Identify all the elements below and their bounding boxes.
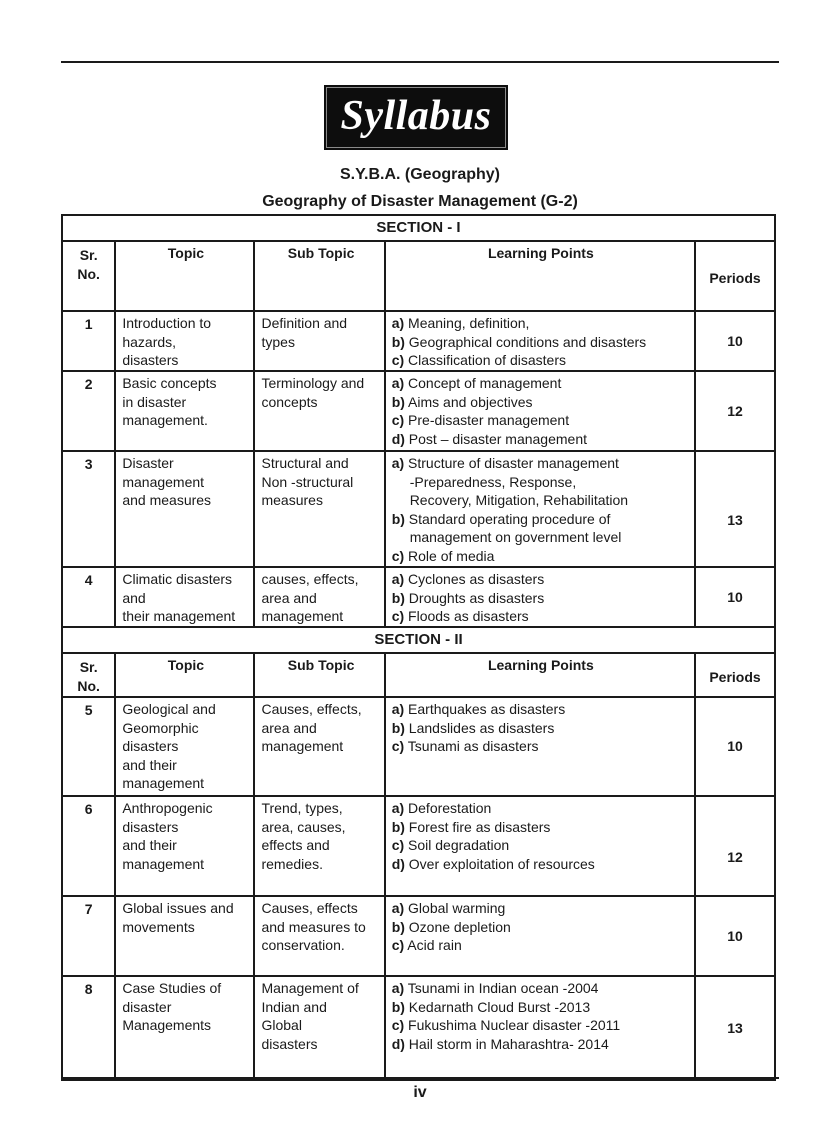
- table-header-row: [62, 653, 775, 697]
- learning-point-label: b): [391, 918, 405, 935]
- learning-point-text: Kedarnath Cloud Burst -2013: [408, 998, 591, 1015]
- learning-points-cell: [385, 451, 695, 567]
- learning-point-label: d): [391, 430, 405, 447]
- sub-topic-line: area, causes,: [261, 818, 346, 835]
- learning-point: Recovery, Mitigation, Rehabilitation: [409, 492, 629, 508]
- sub-topic-line: remedies.: [261, 855, 323, 872]
- sub-topic-line: types: [261, 333, 295, 350]
- sr-no-cell: 3: [62, 451, 115, 567]
- periods-cell: 10: [695, 896, 775, 976]
- learning-point: [392, 589, 690, 608]
- learning-point-label: a): [391, 701, 405, 717]
- learning-point-label: d): [391, 855, 405, 872]
- section-title-row: [62, 627, 775, 653]
- learning-point-text: Deforestation: [408, 800, 492, 816]
- sub-topic-cell: [254, 896, 384, 976]
- learning-point-text: Forest fire as disasters: [408, 818, 551, 835]
- learning-point-text: Meaning, definition,: [408, 315, 530, 331]
- header-learning-points: Learning Points: [385, 653, 695, 697]
- learning-point-text: Global warming: [408, 900, 506, 916]
- learning-point-label: b): [391, 333, 405, 350]
- syllabus-table: [61, 214, 776, 1081]
- sub-topic-cell: [254, 371, 384, 451]
- periods-cell: 12: [695, 796, 775, 896]
- syllabus-title: Syllabus: [340, 93, 492, 139]
- header-topic: Topic: [115, 653, 254, 697]
- course-name: S.Y.B.A. (Geography): [339, 166, 501, 183]
- bottom-rule: [61, 1077, 779, 1079]
- periods-cell: 10: [695, 567, 775, 627]
- learning-point: [392, 333, 690, 352]
- topic-line: management: [122, 855, 205, 872]
- topic-cell: [115, 896, 254, 976]
- table-row: [62, 451, 775, 567]
- learning-point: [392, 936, 690, 955]
- learning-points-cell: [385, 371, 695, 451]
- sub-topic-line: Management of: [261, 980, 359, 996]
- learning-point-text: Aims and objectives: [408, 393, 533, 410]
- learning-point: [392, 607, 690, 626]
- header-sr-no: [62, 653, 115, 697]
- learning-point-label: c): [391, 412, 405, 428]
- table-row: [62, 697, 775, 796]
- topic-line: disasters: [122, 818, 179, 835]
- learning-point-label: a): [391, 900, 405, 916]
- section-title: SECTION - I: [62, 215, 775, 241]
- table-row: [62, 371, 775, 451]
- learning-point-text: Cyclones as disasters: [408, 571, 545, 587]
- topic-line: management.: [122, 412, 208, 428]
- sr-no-cell: 1: [62, 311, 115, 371]
- learning-point-text: Concept of management: [408, 375, 562, 391]
- learning-point: [392, 836, 690, 855]
- learning-point: [392, 547, 690, 566]
- learning-point-text: Soil degradation: [408, 837, 510, 853]
- topic-line: Geological and: [122, 701, 216, 717]
- sr-no-cell: 4: [62, 567, 115, 627]
- learning-point-text: Fukushima Nuclear disaster -2011: [408, 1017, 621, 1033]
- learning-point: [392, 737, 690, 756]
- learning-point: -Preparedness, Response,: [409, 473, 577, 490]
- learning-point: [392, 351, 690, 370]
- learning-point-label: c): [391, 837, 405, 853]
- topic-line: hazards,: [122, 333, 177, 350]
- sr-no-cell: 8: [62, 976, 115, 1080]
- sub-topic-line: disasters: [261, 1035, 318, 1052]
- sr-no-cell: 5: [62, 697, 115, 796]
- sr-no-cell: 2: [62, 371, 115, 451]
- table-row: [62, 896, 775, 976]
- table-row: [62, 976, 775, 1080]
- sub-topic-line: effects and: [261, 837, 330, 853]
- sub-topic-cell: [254, 976, 384, 1080]
- sub-topic-line: Indian and: [261, 998, 327, 1015]
- learning-points-cell: [385, 976, 695, 1080]
- learning-point-label: b): [391, 719, 405, 736]
- learning-point-label: a): [391, 315, 405, 331]
- topic-line: Basic concepts: [122, 375, 217, 391]
- learning-point: [392, 855, 690, 874]
- learning-points-cell: [385, 697, 695, 796]
- periods-cell: 12: [695, 371, 775, 451]
- sub-topic-line: and measures to: [261, 918, 366, 935]
- table-header-row: [62, 241, 775, 311]
- learning-point-text: Landslides as disasters: [408, 719, 555, 736]
- learning-point-text: Acid rain: [407, 937, 462, 953]
- sub-topic-line: causes, effects,: [261, 571, 359, 587]
- learning-point-label: b): [391, 998, 405, 1015]
- table-row: [62, 796, 775, 896]
- learning-point-text: Role of media: [408, 547, 495, 564]
- learning-point: [392, 979, 690, 998]
- syllabus-title-box: [324, 85, 508, 150]
- sub-topic-cell: [254, 796, 384, 896]
- sub-topic-line: management: [261, 738, 344, 754]
- sub-topic-line: Global: [261, 1017, 302, 1033]
- learning-point: [392, 1016, 690, 1035]
- topic-line: movements: [122, 918, 195, 935]
- periods-cell: 10: [695, 697, 775, 796]
- topic-line: disasters: [122, 738, 179, 754]
- sub-topic-line: management: [261, 608, 344, 624]
- header-topic: Topic: [115, 241, 254, 311]
- learning-point-label: b): [391, 393, 405, 410]
- sub-topic-line: concepts: [261, 393, 318, 410]
- topic-cell: [115, 976, 254, 1080]
- learning-points-cell: [385, 567, 695, 627]
- learning-points-cell: [385, 896, 695, 976]
- learning-point-label: c): [391, 738, 405, 754]
- learning-point: [392, 899, 690, 918]
- learning-point: [392, 719, 690, 738]
- topic-cell: [115, 311, 254, 371]
- header-sr-no: [62, 241, 115, 311]
- topic-line: in disaster: [122, 393, 187, 410]
- sub-topic-line: Causes, effects: [261, 900, 358, 916]
- paper-name: Geography of Disaster Management (G-2): [262, 193, 578, 210]
- header-periods: Periods: [695, 653, 775, 697]
- topic-cell: [115, 371, 254, 451]
- header-periods: Periods: [695, 241, 775, 311]
- header-sr-no-text: Sr. No.: [77, 659, 100, 694]
- sub-topic-line: conservation.: [261, 937, 345, 953]
- learning-point-text: Structure of disaster management: [408, 455, 619, 471]
- sub-topic-line: measures: [261, 492, 323, 508]
- learning-point-label: a): [391, 571, 405, 587]
- topic-line: Introduction to: [122, 315, 212, 331]
- learning-point: [392, 411, 690, 430]
- learning-point-label: c): [391, 1017, 405, 1033]
- learning-point-text: Tsunami as disasters: [407, 738, 539, 754]
- topic-line: Anthropogenic: [122, 800, 213, 816]
- topic-cell: [115, 451, 254, 567]
- topic-line: Global issues and: [122, 900, 234, 916]
- learning-point-label: c): [391, 937, 405, 953]
- header-learning-points: Learning Points: [385, 241, 695, 311]
- learning-point: [392, 799, 690, 818]
- learning-point: [392, 570, 690, 589]
- learning-point-label: a): [391, 375, 405, 391]
- learning-point-text: Standard operating procedure of: [408, 510, 611, 527]
- learning-point: [392, 1035, 690, 1054]
- top-rule: [61, 61, 779, 63]
- topic-line: Geomorphic: [122, 719, 199, 736]
- sub-topic-cell: [254, 451, 384, 567]
- learning-point-label: c): [391, 608, 405, 624]
- topic-line: Case Studies of: [122, 980, 222, 996]
- topic-line: disasters: [122, 352, 179, 368]
- sub-topic-line: Terminology and: [261, 375, 365, 391]
- topic-line: and their: [122, 837, 177, 853]
- topic-cell: [115, 697, 254, 796]
- learning-point: [392, 454, 690, 473]
- learning-point-label: d): [391, 1035, 405, 1052]
- sub-topic-cell: [254, 311, 384, 371]
- learning-point-text: Droughts as disasters: [408, 589, 545, 606]
- topic-cell: [115, 567, 254, 627]
- learning-point-text: Hail storm in Maharashtra- 2014: [408, 1035, 609, 1052]
- topic-line: Managements: [122, 1017, 212, 1033]
- page-number: iv: [413, 1084, 427, 1101]
- topic-line: Climatic disasters: [122, 571, 233, 587]
- table-row: [62, 311, 775, 371]
- sub-topic-cell: [254, 697, 384, 796]
- sub-topic-line: Structural and: [261, 455, 349, 471]
- topic-line: their management: [122, 608, 236, 624]
- topic-line: Disaster: [122, 455, 174, 471]
- learning-point: [392, 374, 690, 393]
- header-sub-topic: Sub Topic: [254, 653, 384, 697]
- topic-cell: [115, 796, 254, 896]
- learning-point-label: c): [391, 352, 405, 368]
- learning-point-label: a): [391, 455, 405, 471]
- learning-point-text: Earthquakes as disasters: [408, 701, 566, 717]
- sub-topic-line: area and: [261, 589, 317, 606]
- topic-line: and measures: [122, 492, 212, 508]
- learning-point-text: Geographical conditions and disasters: [408, 333, 647, 350]
- topic-line: disaster: [122, 998, 172, 1015]
- learning-point: [392, 314, 690, 333]
- sub-topic-line: Non -structural: [261, 473, 354, 490]
- topic-line: management: [122, 473, 205, 490]
- learning-point: [392, 393, 690, 412]
- learning-point-text: Over exploitation of resources: [408, 855, 595, 872]
- learning-point: [392, 918, 690, 937]
- learning-point-text: Pre-disaster management: [408, 412, 570, 428]
- sub-topic-line: area and: [261, 719, 317, 736]
- learning-point: [392, 998, 690, 1017]
- learning-point-text: Floods as disasters: [408, 608, 529, 624]
- learning-point: [392, 430, 690, 449]
- learning-point: [392, 700, 690, 719]
- learning-point: management on government level: [409, 529, 622, 545]
- learning-point-text: Tsunami in Indian ocean -2004: [407, 980, 599, 996]
- learning-point-text: Ozone depletion: [408, 918, 511, 935]
- learning-point: [392, 818, 690, 837]
- learning-points-cell: [385, 311, 695, 371]
- periods-cell: 13: [695, 451, 775, 567]
- sub-topic-line: Trend, types,: [261, 800, 343, 816]
- learning-point-text: Classification of disasters: [408, 352, 566, 368]
- learning-point-label: b): [391, 510, 405, 527]
- learning-point: [392, 510, 690, 529]
- sub-topic-cell: [254, 567, 384, 627]
- learning-point-label: b): [391, 818, 405, 835]
- learning-points-cell: [385, 796, 695, 896]
- table-row: [62, 567, 775, 627]
- learning-point-label: a): [391, 980, 405, 996]
- learning-point-label: a): [391, 800, 405, 816]
- sr-no-cell: 6: [62, 796, 115, 896]
- topic-line: management: [122, 775, 205, 791]
- learning-point-label: c): [391, 547, 405, 564]
- sr-no-cell: 7: [62, 896, 115, 976]
- learning-point-text: Post – disaster management: [408, 430, 588, 447]
- section-title-row: [62, 215, 775, 241]
- section-title: SECTION - II: [62, 627, 775, 653]
- learning-point-label: b): [391, 589, 405, 606]
- header-sr-no-text: Sr. No.: [77, 247, 100, 282]
- topic-line: and: [122, 589, 146, 606]
- sub-topic-line: Causes, effects,: [261, 701, 362, 717]
- topic-line: and their: [122, 756, 177, 773]
- periods-cell: 10: [695, 311, 775, 371]
- sub-topic-line: Definition and: [261, 315, 348, 331]
- header-sub-topic: Sub Topic: [254, 241, 384, 311]
- periods-cell: 13: [695, 976, 775, 1080]
